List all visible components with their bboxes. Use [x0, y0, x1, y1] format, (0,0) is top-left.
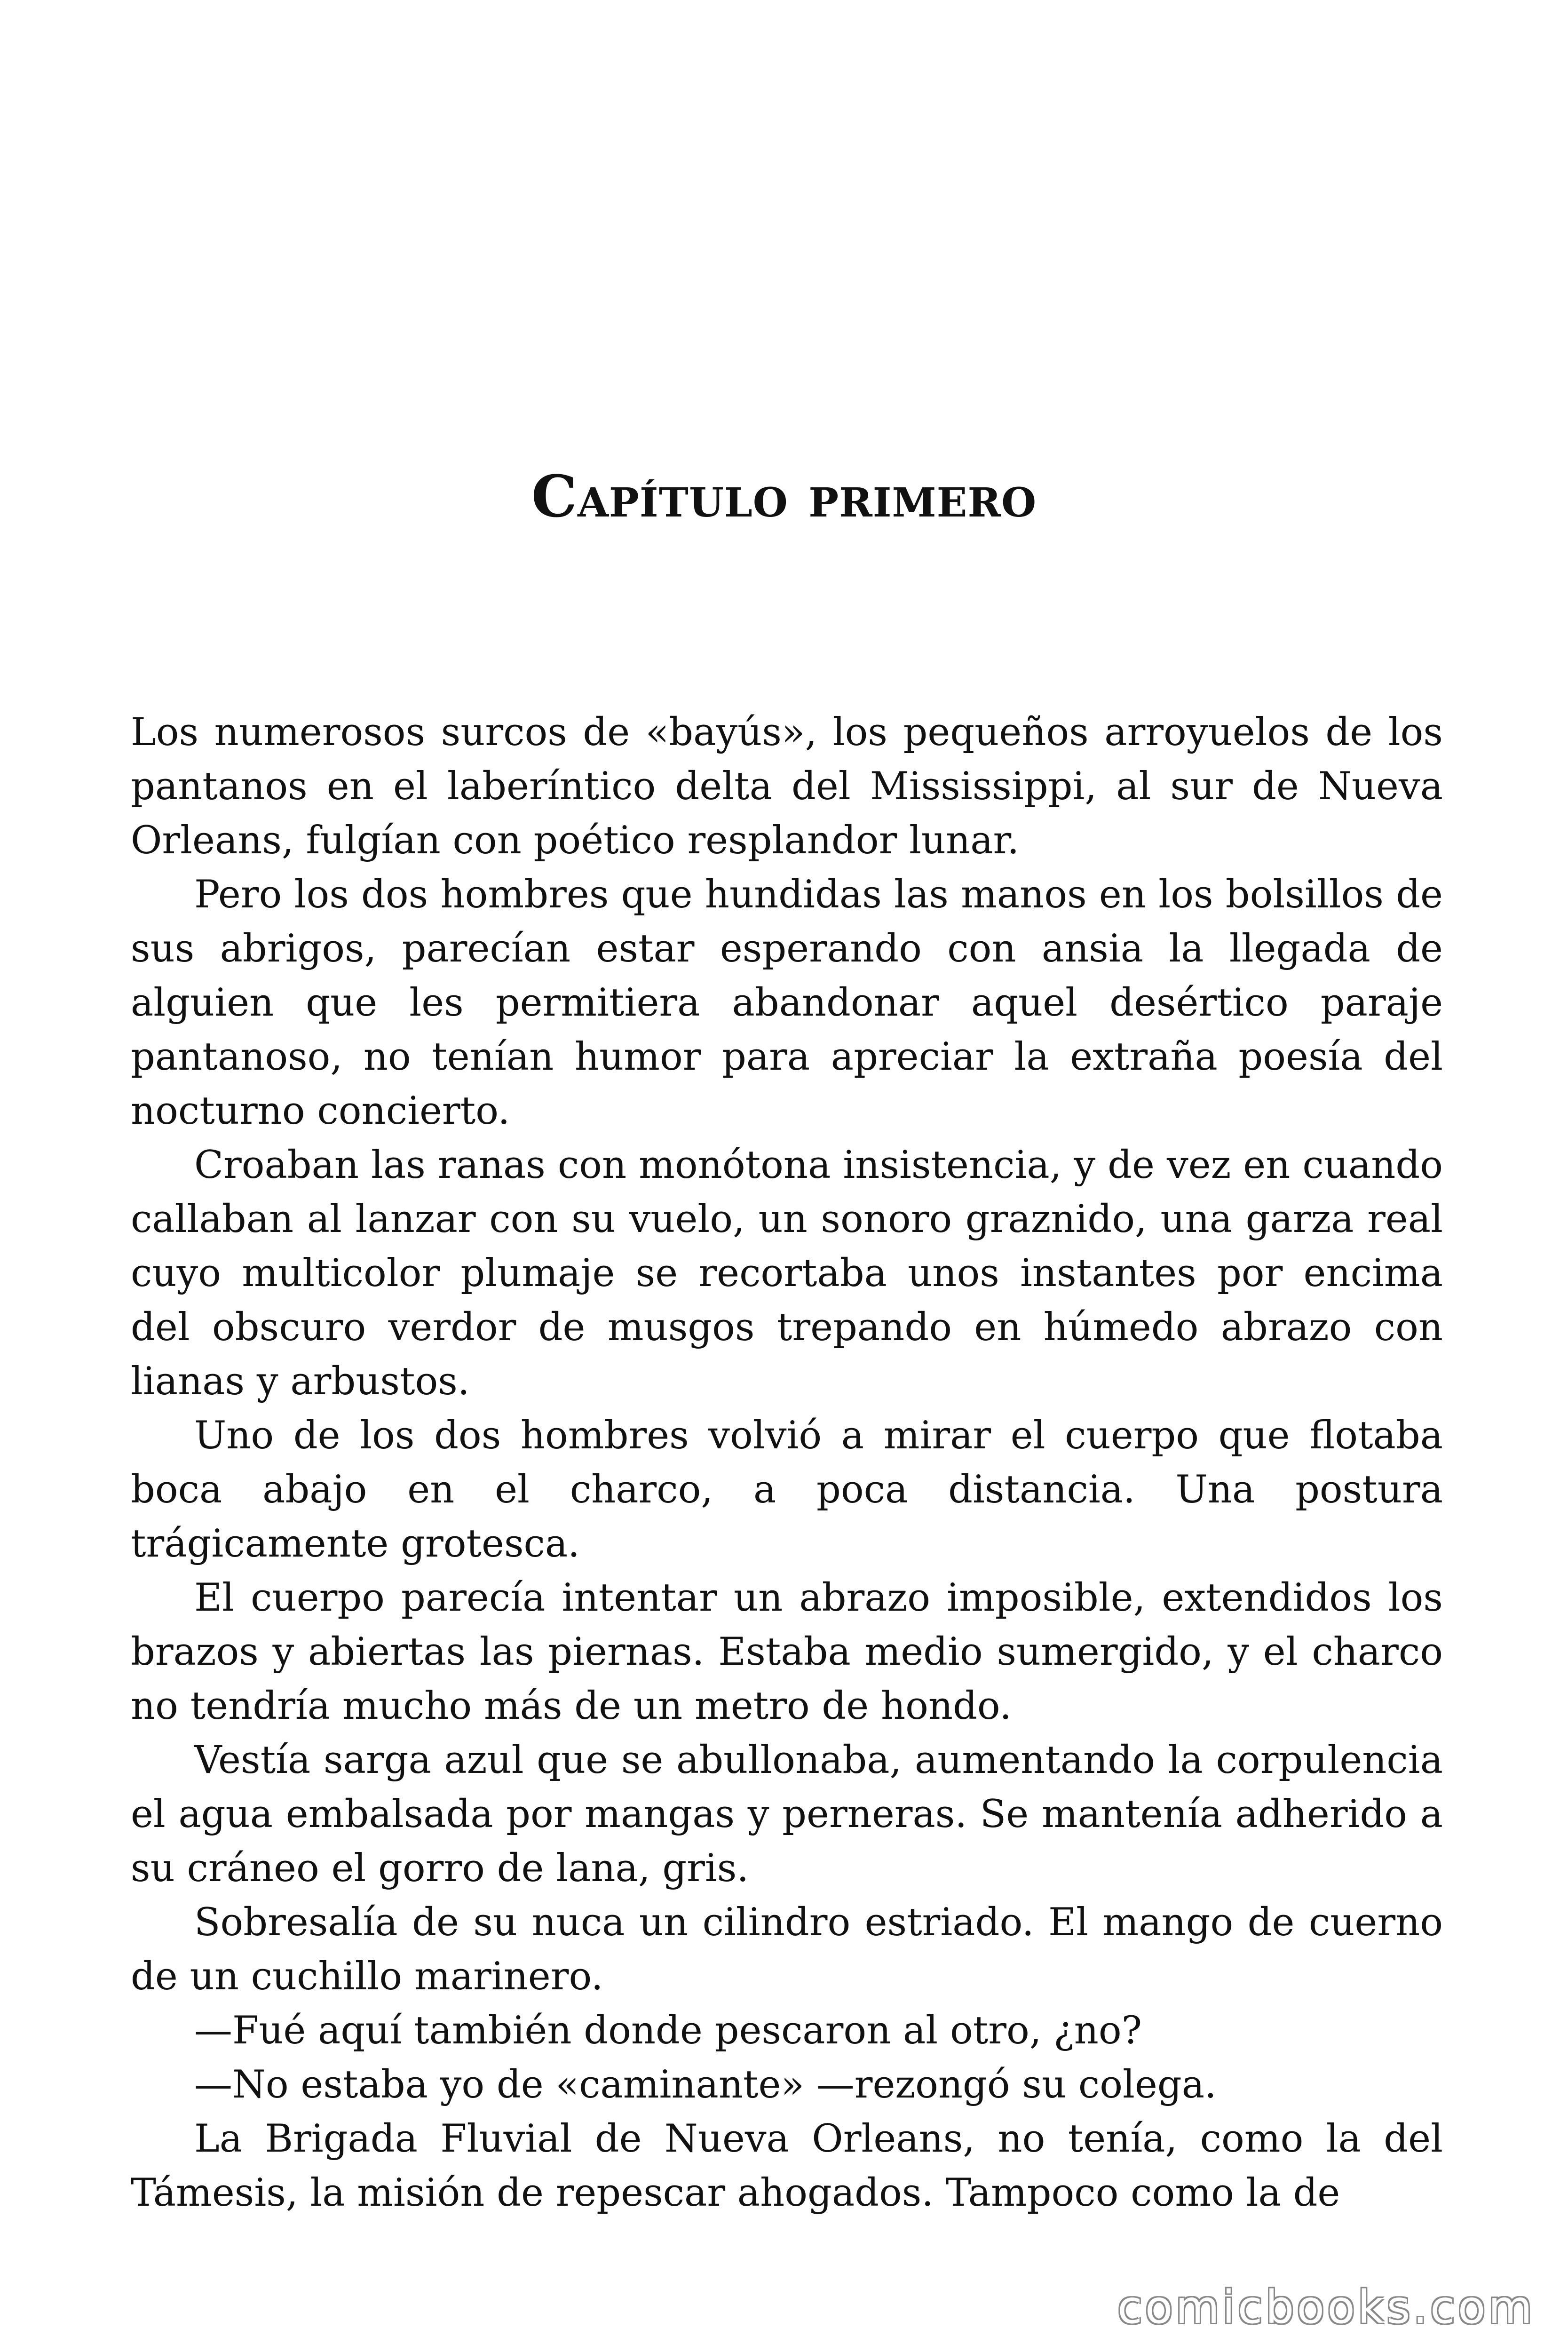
- paragraph: Pero los dos hombres que hundidas las manos en los bolsillos de sus abrigos, parecían estar esperando con ansia la llegada de alguien que les permitiera abandonar aquel desértico paraje pantanoso, no tenían humor para apreciar la extraña poesía del nocturno concierto.: [131, 873, 1443, 1133]
- dialogue-line: —Fué aquí también donde pescaron al otro, ¿no?: [194, 2009, 1142, 2053]
- dialogue-line: —No estaba yo de «caminante» —rezongó su colega.: [194, 2063, 1217, 2107]
- paragraph: La Brigada Fluvial de Nueva Orleans, no tenía, como la del Támesis, la misión de repescar ahogados. Tampoco como la de: [131, 2117, 1443, 2215]
- paragraph: El cuerpo parecía intentar un abrazo imposible, extendidos los brazos y abiertas las piernas. Estaba medio sumergido, y el charco no tendría mucho más de un metro de hondo.: [131, 1576, 1443, 1728]
- watermark: comicbooks.com: [1117, 2281, 1535, 2334]
- paragraph: Vestía sarga azul que se abullonaba, aumentando la corpulencia el agua embalsada por mangas y perneras. Se mantenía adherido a su cráneo el gorro de lana, gris.: [131, 1738, 1443, 1891]
- chapter-body: [131, 706, 1443, 2220]
- paragraph: Uno de los dos hombres volvió a mirar el cuerpo que flotaba boca abajo en el charco, a poca distancia. Una postura trágicamente grotesca.: [131, 1414, 1443, 1566]
- paragraph: Croaban las ranas con monótona insistencia, y de vez en cuando callaban al lanzar con su vuelo, un sonoro graznido, una garza real cuyo multicolor plumaje se recortaba unos instantes por encima del obscuro verdor de musgos trepando en húmedo abrazo con lianas y arbustos.: [131, 1143, 1443, 1404]
- chapter-title: Capítulo primero: [531, 462, 1037, 530]
- paragraph: Sobresalía de su nuca un cilindro estriado. El mango de cuerno de un cuchillo marinero.: [131, 1900, 1443, 1999]
- paragraph: Los numerosos surcos de «bayús», los pequeños arroyuelos de los pantanos en el laberíntico delta del Mississippi, al sur de Nueva Orleans, fulgían con poético resplandor lunar.: [131, 710, 1443, 863]
